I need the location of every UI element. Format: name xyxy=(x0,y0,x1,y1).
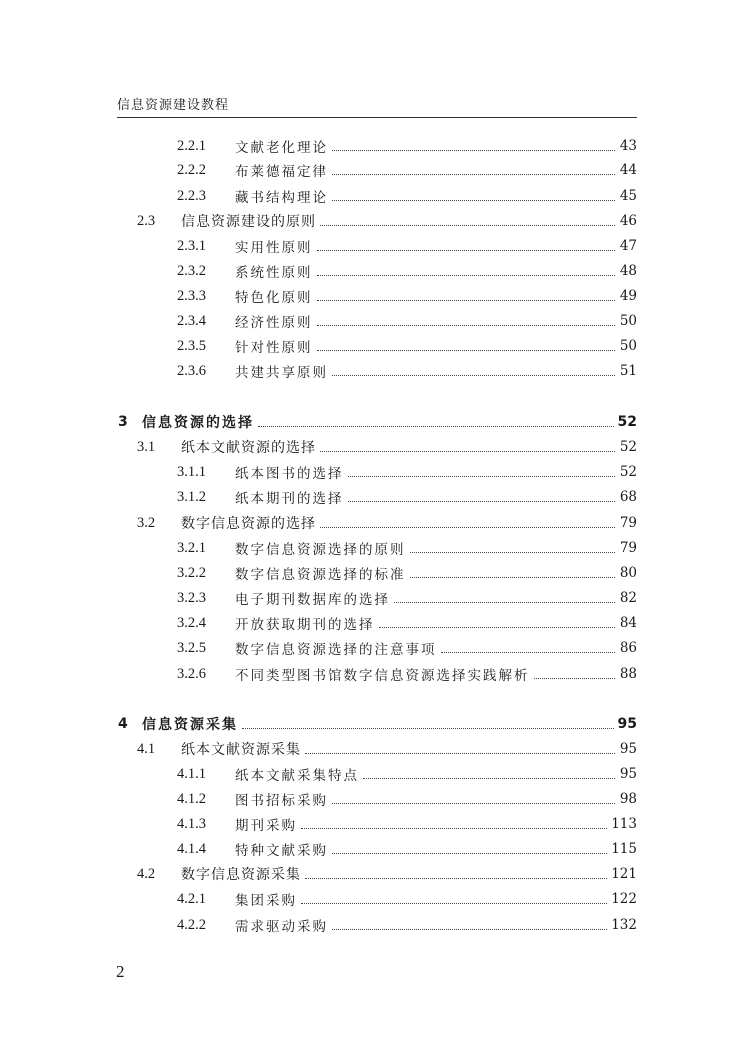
toc-entry-page: 132 xyxy=(611,917,637,933)
toc-entry-number: 3.1 xyxy=(137,438,156,455)
toc-entry[interactable] xyxy=(177,261,637,281)
toc-entry-title: 纸本期刊的选择 xyxy=(235,491,344,507)
toc-entry-number: 3.2 xyxy=(137,514,156,531)
toc-entry-number: 4.1.1 xyxy=(177,765,206,782)
toc-dot-leader xyxy=(379,626,616,628)
toc-dot-leader xyxy=(332,802,615,804)
toc-dot-leader xyxy=(332,374,615,376)
toc-dot-leader xyxy=(301,827,607,829)
toc-dot-leader xyxy=(332,173,615,175)
toc-dot-leader xyxy=(301,902,607,904)
toc-dot-leader xyxy=(320,224,615,226)
toc-entry-title: 共建共享原则 xyxy=(235,365,328,381)
toc-dot-leader xyxy=(363,777,615,779)
toc-entry-page: 43 xyxy=(619,138,637,154)
toc-entry[interactable] xyxy=(177,789,637,809)
toc-entry-page: 68 xyxy=(619,489,637,505)
toc-entry[interactable] xyxy=(137,513,637,533)
toc-entry-number: 4 xyxy=(118,716,128,732)
toc-entry-page: 121 xyxy=(611,866,637,882)
page-number: 2 xyxy=(116,962,125,981)
toc-entry-number: 4.2 xyxy=(137,865,156,882)
toc-entry-page: 113 xyxy=(611,816,637,832)
toc-entry-number: 2.3.2 xyxy=(177,262,206,279)
toc-entry-page: 82 xyxy=(619,590,637,606)
toc-entry-page: 50 xyxy=(619,313,637,329)
toc-entry[interactable] xyxy=(177,462,637,482)
toc-entry-number: 4.2.1 xyxy=(177,890,206,907)
toc-entry[interactable] xyxy=(177,286,637,306)
toc-entry-page: 80 xyxy=(619,565,637,581)
toc-dot-leader xyxy=(317,274,616,276)
toc-entry-number: 2.3.1 xyxy=(177,237,206,254)
toc-dot-leader xyxy=(332,928,607,930)
toc-entry-page: 48 xyxy=(619,263,637,279)
toc-entry-title: 数字信息资源采集 xyxy=(181,867,301,883)
toc-entry[interactable] xyxy=(177,311,637,331)
toc-entry-title: 布莱德福定律 xyxy=(235,164,328,180)
toc-entry-page: 50 xyxy=(619,338,637,354)
toc-entry-page: 44 xyxy=(619,162,637,178)
toc-entry-page: 49 xyxy=(619,288,637,304)
toc-entry[interactable] xyxy=(137,864,637,884)
toc-dot-leader xyxy=(348,500,616,502)
toc-entry-page: 98 xyxy=(619,791,637,807)
toc-entry-title: 开放获取期刊的选择 xyxy=(235,617,375,633)
toc-entry-number: 3.2.1 xyxy=(177,539,206,556)
toc-entry-title: 纸本文献采集特点 xyxy=(235,768,359,784)
toc-entry-number: 4.1.2 xyxy=(177,790,206,807)
toc-entry-page: 84 xyxy=(619,615,637,631)
toc-dot-leader xyxy=(320,526,615,528)
toc-dot-leader xyxy=(305,877,607,879)
toc-entry-number: 4.1.4 xyxy=(177,840,206,857)
toc-entry-title: 不同类型图书馆数字信息资源选择实践解析 xyxy=(235,668,530,684)
toc-entry-title: 数字信息资源选择的注意事项 xyxy=(235,642,437,658)
toc-entry-title: 数字信息资源选择的原则 xyxy=(235,542,406,558)
toc-entry-page: 122 xyxy=(611,891,637,907)
toc-dot-leader xyxy=(258,425,614,427)
toc-entry-page: 52 xyxy=(617,414,637,430)
toc-entry[interactable] xyxy=(177,889,637,909)
toc-dot-leader xyxy=(332,149,615,151)
toc-dot-leader xyxy=(317,299,616,301)
toc-entry-title: 特种文献采购 xyxy=(235,843,328,859)
toc-entry-title: 经济性原则 xyxy=(235,315,313,331)
toc-entry[interactable] xyxy=(137,211,637,231)
toc-entry-page: 51 xyxy=(619,363,637,379)
toc-entry[interactable] xyxy=(177,336,637,356)
toc-entry-page: 52 xyxy=(619,439,637,455)
toc-entry-number: 2.3.5 xyxy=(177,337,206,354)
toc-entry-title: 实用性原则 xyxy=(235,240,313,256)
toc-entry-page: 95 xyxy=(619,766,637,782)
toc-entry-page: 79 xyxy=(619,540,637,556)
toc-entry-title: 数字信息资源的选择 xyxy=(181,516,316,532)
toc-entry-title: 纸本文献资源的选择 xyxy=(181,440,316,456)
toc-entry-title: 纸本文献资源采集 xyxy=(181,742,301,758)
toc-dot-leader xyxy=(410,551,616,553)
toc-entry[interactable] xyxy=(137,739,637,759)
toc-entry-title: 针对性原则 xyxy=(235,340,313,356)
toc-entry[interactable] xyxy=(177,136,637,156)
toc-entry-number: 2.2.3 xyxy=(177,187,206,204)
toc-entry[interactable] xyxy=(177,839,637,859)
running-header: 信息资源建设教程 xyxy=(117,98,230,113)
toc-dot-leader xyxy=(441,651,616,653)
toc-dot-leader xyxy=(317,349,616,351)
toc-entry-number: 3.2.3 xyxy=(177,589,206,606)
toc-entry[interactable] xyxy=(177,764,637,784)
toc-entry-number: 3.2.4 xyxy=(177,614,206,631)
toc-dot-leader xyxy=(394,601,615,603)
toc-entry-number: 2.2.2 xyxy=(177,161,206,178)
toc-dot-leader xyxy=(305,752,615,754)
toc-entry-number: 2.3.3 xyxy=(177,287,206,304)
toc-entry-title: 需求驱动采购 xyxy=(235,919,328,935)
toc-entry[interactable] xyxy=(177,361,637,381)
toc-entry-page: 115 xyxy=(611,841,637,857)
toc-entry-title: 藏书结构理论 xyxy=(235,190,328,206)
toc-entry[interactable] xyxy=(177,160,637,180)
toc-entry[interactable] xyxy=(177,814,637,834)
toc-entry-page: 79 xyxy=(619,515,637,531)
toc-entry-page: 46 xyxy=(619,213,637,229)
toc-entry[interactable] xyxy=(177,236,637,256)
toc-dot-leader xyxy=(242,727,614,729)
toc-entry-title: 纸本图书的选择 xyxy=(235,466,344,482)
toc-entry[interactable] xyxy=(118,714,637,734)
toc-entry-page: 86 xyxy=(619,640,637,656)
toc-entry-number: 2.3 xyxy=(137,212,156,229)
toc-entry[interactable] xyxy=(177,186,637,206)
toc-entry[interactable] xyxy=(118,412,637,432)
toc-entry-title: 集团采购 xyxy=(235,893,297,909)
toc-entry[interactable] xyxy=(177,915,637,935)
toc-dot-leader xyxy=(317,324,616,326)
toc-entry-title: 系统性原则 xyxy=(235,265,313,281)
toc-entry-number: 2.3.6 xyxy=(177,362,206,379)
toc-entry[interactable] xyxy=(177,638,637,658)
toc-entry-title: 文献老化理论 xyxy=(235,140,328,156)
toc-entry-title: 信息资源的选择 xyxy=(142,415,254,431)
toc-entry-title: 特色化原则 xyxy=(235,290,313,306)
toc-entry[interactable] xyxy=(177,664,637,684)
toc-dot-leader xyxy=(348,475,616,477)
toc-entry-title: 电子期刊数据库的选择 xyxy=(235,592,390,608)
toc-entry-number: 3.2.5 xyxy=(177,639,206,656)
toc-entry-title: 数字信息资源选择的标准 xyxy=(235,567,406,583)
toc-entry-number: 4.1.3 xyxy=(177,815,206,832)
toc-entry-number: 4.2.2 xyxy=(177,916,206,933)
toc-entry-title: 信息资源建设的原则 xyxy=(181,214,316,230)
toc-entry-title: 图书招标采购 xyxy=(235,793,328,809)
toc-entry-page: 88 xyxy=(619,666,637,682)
toc-entry-number: 3.2.6 xyxy=(177,665,206,682)
toc-dot-leader xyxy=(332,199,615,201)
toc-entry-number: 4.1 xyxy=(137,740,156,757)
toc-entry[interactable] xyxy=(177,563,637,583)
toc-entry-number: 3.1.1 xyxy=(177,463,206,480)
toc-entry-page: 95 xyxy=(619,741,637,757)
toc-entry[interactable] xyxy=(137,437,637,457)
toc-entry-number: 3.1.2 xyxy=(177,488,206,505)
toc-dot-leader xyxy=(332,852,607,854)
toc-dot-leader xyxy=(320,450,615,452)
toc-entry-number: 3.2.2 xyxy=(177,564,206,581)
toc-entry-number: 3 xyxy=(118,414,128,430)
toc-entry[interactable] xyxy=(177,538,637,558)
header-rule xyxy=(117,117,637,118)
toc-entry-title: 信息资源采集 xyxy=(142,717,238,733)
toc-entry-number: 2.3.4 xyxy=(177,312,206,329)
toc-entry-number: 2.2.1 xyxy=(177,137,206,154)
toc-dot-leader xyxy=(317,249,616,251)
toc-dot-leader xyxy=(410,576,616,578)
toc-entry-page: 45 xyxy=(619,188,637,204)
toc-entry-page: 52 xyxy=(619,464,637,480)
toc-entry-title: 期刊采购 xyxy=(235,818,297,834)
toc-dot-leader xyxy=(534,677,616,679)
toc-entry[interactable] xyxy=(177,613,637,633)
toc-entry[interactable] xyxy=(177,588,637,608)
toc-entry[interactable] xyxy=(177,487,637,507)
toc-entry-page: 95 xyxy=(617,716,637,732)
toc-entry-page: 47 xyxy=(619,238,637,254)
